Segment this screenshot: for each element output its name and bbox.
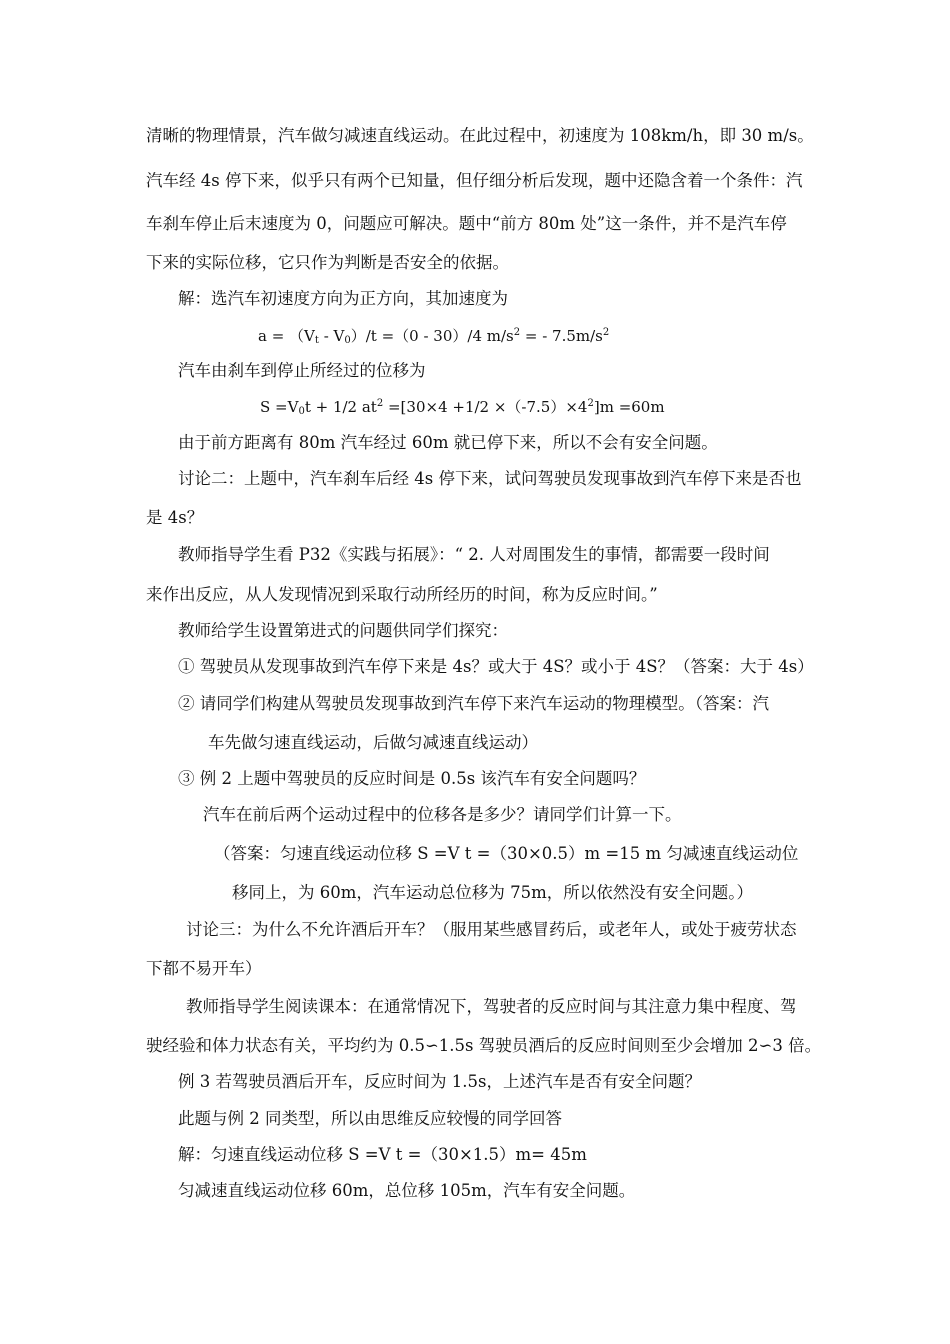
displacement-formula: $S =V_0t + 1/2$ $at^2 =[30\times 4 +1/2 \times(-7.5)\times 4^2]m =60m$: [260, 398, 665, 417]
answer-line: （答案：匀速直线运动位移 S =V t =（30×0.5）m =15 m 匀减速直线运动位: [214, 844, 799, 863]
acceleration-formula: $a = (V_t - V_0)/t =(0 - 30)/4$ $m/s^2$ = - $7.5m/s^2$: [258, 327, 610, 346]
paragraph-line: 清晰的物理情景，汽车做匀减速直线运动。在此过程中，初速度为 108km/h，即 30 m/s。: [146, 126, 814, 145]
example-line: 例 3 若驾驶员酒后开车，反应时间为 1.5s，上述汽车是否有安全问题？: [178, 1072, 701, 1091]
list-item: ① 驾驶员从发现事故到汽车停下来是 4s？或大于 4S？或小于 4S？（答案：大于 4s）: [178, 657, 814, 676]
paragraph-line: 汽车经 4s 停下来，似乎只有两个已知量，但仔细分析后发现，题中还隐含着一个条件：汽: [146, 171, 803, 190]
list-item: ③ 例 2 上题中驾驶员的反应时间是 0.5s 该汽车有安全问题吗？: [178, 769, 646, 788]
paragraph-line: 来作出反应，从人发现情况到采取行动所经历的时间，称为反应时间。”: [146, 585, 658, 604]
solution-line: 解：选汽车初速度方向为正方向，其加速度为: [178, 289, 508, 308]
answer-line: 移同上，为 60m，汽车运动总位移为 75m，所以依然没有安全问题。）: [232, 883, 754, 902]
paragraph-line: 汽车由刹车到停止所经过的位移为: [178, 361, 426, 380]
paragraph-line: 教师指导学生看 P32《实践与拓展》：“ 2. 人对周围发生的事情，都需要一段时间: [178, 545, 770, 564]
list-item-continuation: 车先做匀速直线运动，后做匀减速直线运动）: [208, 733, 538, 752]
list-item: ② 请同学们构建从驾驶员发现事故到汽车停下来汽车运动的物理模型。（答案：汽: [178, 694, 769, 713]
paragraph-line: 由于前方距离有 80m 汽车经过 60m 就已停下来，所以不会有安全问题。: [178, 433, 718, 452]
paragraph-line: 此题与例 2 同类型，所以由思维反应较慢的同学回答: [178, 1109, 562, 1128]
paragraph-line: 下来的实际位移，它只作为判断是否安全的依据。: [146, 253, 509, 272]
paragraph-line: 下都不易开车）: [146, 959, 262, 978]
paragraph-line: 是 4s？: [146, 508, 204, 527]
paragraph-line: 讨论二：上题中，汽车刹车后经 4s 停下来，试问驾驶员发现事故到汽车停下来是否也: [178, 469, 802, 488]
paragraph-line: 驶经验和体力状态有关，平均约为 0.5∽1.5s 驾驶员酒后的反应时间则至少会增加 2∽3 倍。: [146, 1036, 822, 1055]
paragraph-line: 讨论三：为什么不允许酒后开车？（服用某些感冒药后，或老年人，或处于疲劳状态: [186, 920, 797, 939]
paragraph-line: 教师指导学生阅读课本：在通常情况下，驾驶者的反应时间与其注意力集中程度、驾: [186, 997, 797, 1016]
paragraph-line: 教师给学生设置第进式的问题供同学们探究：: [178, 621, 508, 640]
solution-line: 解：匀速直线运动位移 S =V t =（30×1.5）m= 45m: [178, 1145, 587, 1164]
paragraph-line: 汽车在前后两个运动过程中的位移各是多少？请同学们计算一下。: [203, 805, 682, 824]
paragraph-line: 车刹车停止后末速度为 0，问题应可解决。题中“前方 80m 处”这一条件，并不是汽车停: [146, 214, 787, 233]
paragraph-line: 匀减速直线运动位移 60m，总位移 105m，汽车有安全问题。: [178, 1181, 636, 1200]
